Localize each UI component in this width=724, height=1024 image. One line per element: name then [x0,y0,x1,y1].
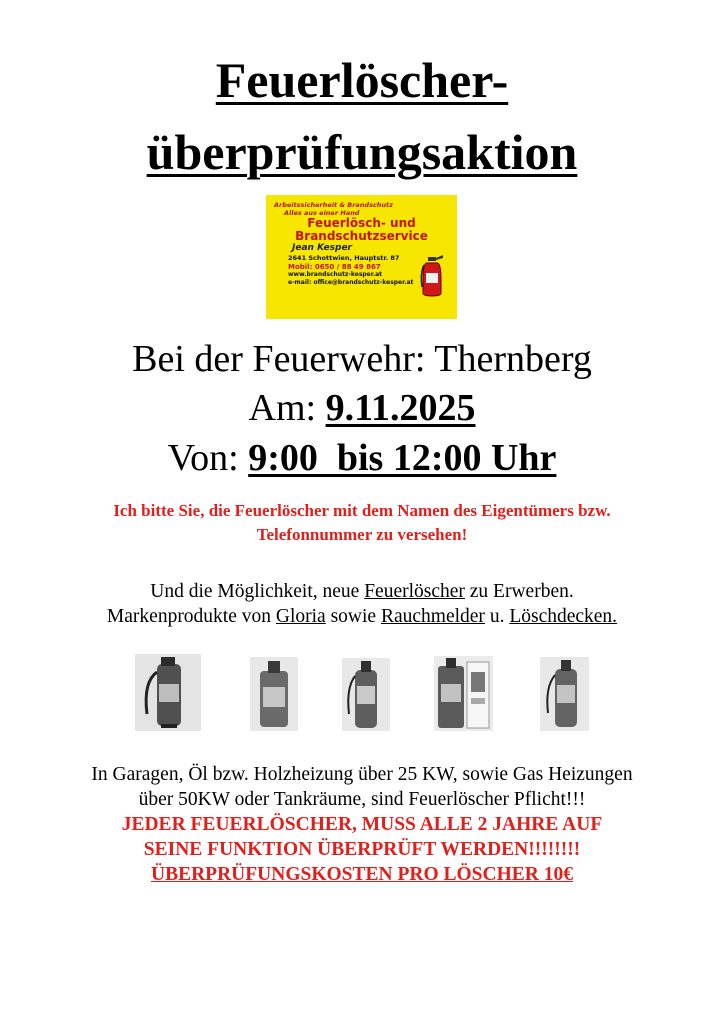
event-time-line [0,436,724,480]
logo-service-1: Feuerlösch- und [307,216,416,230]
cost-line: ÜBERPRÜFUNGSKOSTEN PRO LÖSCHER 10€ [150,864,573,885]
time-label: Von: [167,437,249,479]
extinguisher-photo-4 [540,657,589,731]
logo-service-2: Brandschutzservice [295,229,428,243]
logo-website: www.brandschutz-kesper.at [288,271,383,278]
title-line-2: überprüfungsaktion [146,124,578,180]
logo-address: 2641 Schottwien, Hauptstr. 87 [288,254,400,262]
event-location: Bei der Feuerwehr: Thernberg [132,338,592,380]
fire-extinguisher-icon [419,251,445,297]
warning-line-2: SEINE FUNKTION ÜBERPRÜFT WERDEN!!!!!!!! [143,839,581,860]
extinguisher-photo-3 [342,658,390,731]
logo-tagline-2: Alles aus einer Hand [284,209,360,217]
company-logo [266,195,457,319]
event-date-line [0,386,724,430]
date-label: Am: [248,387,326,429]
logo-name: Jean Kesper [292,243,352,253]
logo-email: e-mail: office@brandschutz-kesper.at [288,278,414,286]
logo-mobile: Mobil: 0650 / 88 49 867 [288,262,381,271]
warning-line-1: JEDER FEUERLÖSCHER, MUSS ALLE 2 JAHRE AUF [121,814,603,835]
event-time: 9:00 bis 12:00 Uhr [248,437,557,479]
extinguisher-photo-1 [135,654,201,731]
requirement-line-2: über 50KW oder Tankräume, sind Feuerlöscher Pflicht!!! [138,789,586,810]
notice-line-2: Telefonnummer zu versehen! [256,525,468,544]
notice-line-1: Ich bitte Sie, die Feuerlöscher mit dem Namen des Eigentümers bzw. [113,501,611,520]
smoke-detector-photo [434,656,493,731]
offer-line-2: Markenprodukte von Gloria sowie Rauchmelder u. Löschdecken. [106,606,618,627]
extinguisher-photo-2 [250,657,298,731]
title-line-1: Feuerlöscher- [215,52,509,108]
event-date: 9.11.2025 [325,387,476,429]
requirement-line-1: In Garagen, Öl bzw. Holzheizung über 25 KW, sowie Gas Heizungen [91,764,633,785]
offer-line-1: Und die Möglichkeit, neue Feuerlöscher zu Erwerben. [150,581,574,602]
logo-tagline-1: Arbeitssicherheit & Brandschutz [274,201,393,209]
